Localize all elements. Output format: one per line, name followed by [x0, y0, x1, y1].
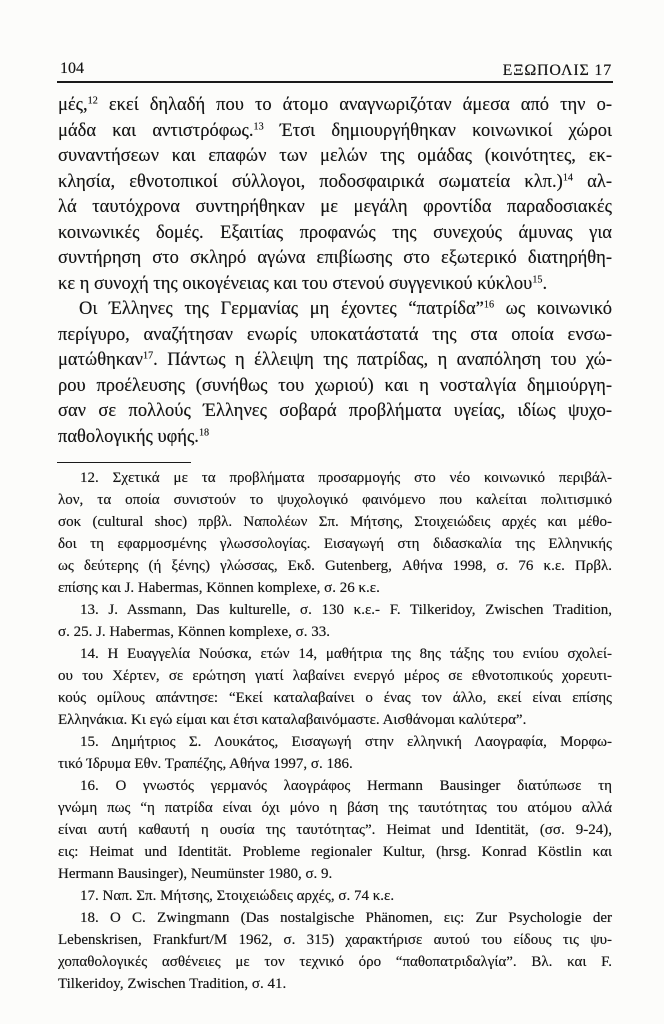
footnote-text: σ. 25. J. Habermas, Können komplexe, σ. 33. — [58, 624, 330, 640]
line-text: παθολογικής υφής. — [58, 426, 199, 447]
footnote-text: Ελληνάκια. Κι εγώ είμαι και έτσι καταλαβαινόμαστε. Αισθάνομαι καλύτερα”. — [58, 712, 527, 728]
footnote-text: Σχετικά με τα προβλήματα προσαρμογής στο νέο κοινωνικό περιβάλ- — [112, 470, 613, 486]
body-line — [58, 374, 612, 400]
footnote-number: 17. — [80, 888, 99, 904]
body-line — [58, 144, 612, 170]
body-line — [58, 246, 612, 272]
footnote-text: επίσης και J. Habermas, Können komplexe, σ. 26 κ.ε. — [58, 580, 380, 596]
footnote-line — [58, 577, 612, 599]
footnote-text: λον, τα οποία συνιστούν το ψυχολογικό φαινόμενο που καλείται πολιτισμικό — [58, 492, 612, 508]
footnote-line — [58, 951, 612, 973]
body-line — [58, 272, 612, 298]
line-text: περίγυρο, αναζήτησαν ενωρίς υποκατάστατά της στα οποία ενσω- — [58, 324, 612, 345]
body-text — [58, 93, 612, 450]
footnote-text: ου του Χέρτεν, σε ερώτηση γιατί λαβαίνει ενεργό μέρος σε εθνοτοπικούς χορευτι- — [58, 668, 612, 684]
footnote-ref: 16 — [483, 299, 495, 311]
footnote — [58, 775, 612, 885]
line-text: ως κοινωνικό — [494, 299, 612, 319]
footnote-line — [58, 665, 612, 687]
footnote-line — [58, 819, 612, 841]
line-text: μάδα και αντιστρόφως. — [58, 120, 254, 141]
footnote-text: Η Ευαγγελία Νούσκα, ετών 14, μαθήτρια της 8ης τάξης του ενιίου σχολεί- — [107, 646, 613, 662]
footnote-number: 14. — [80, 646, 99, 662]
footnotes — [58, 467, 612, 995]
footnote-line — [58, 907, 612, 929]
footnote-line — [58, 775, 612, 797]
footnote-ref: 13 — [253, 120, 264, 132]
line-text: μές, — [58, 95, 88, 115]
footnote-text: δοι τη εφαρμοσμένης γλωσσολογίας. Εισαγωγή στη διδασκαλία της Ελληνικής — [58, 536, 612, 552]
footnote-line — [58, 599, 612, 621]
body-line — [58, 297, 612, 323]
footnote — [58, 907, 612, 995]
footnote-line — [58, 731, 612, 753]
body-line — [58, 323, 612, 349]
line-text: αλ- — [572, 171, 612, 192]
footnote-number: 12. — [80, 470, 99, 486]
footnote-text: Ναπ. Σπ. Μήτσης, Στοιχειώδεις αρχές, σ. 74 κ.ε. — [102, 888, 395, 904]
footnote-line — [58, 885, 612, 907]
footnote-line — [58, 555, 612, 577]
footnote-text: κούς ομίλους απάντησε: “Εκεί καταλαβαίνει ο ένας τον άλλο, εκεί είναι επίσης — [58, 690, 612, 706]
footnote-text: σοκ (cultural shoc) πρβλ. Ναπολέων Σπ. Μήτσης, Στοιχειώδεις αρχές και μέθο- — [58, 514, 612, 530]
footnote-text: Tilkeridoy, Zwischen Tradition, σ. 41. — [58, 976, 287, 992]
footnote — [58, 731, 612, 775]
footnote-text: Lebenskrisen, Frankfurt/M 1962, σ. 315) χαρακτήρισε αυτού του είδους τις ψυ- — [58, 932, 612, 948]
body-line — [58, 221, 612, 247]
footnote-text: ως δεύτερης (ή ξένης) γλώσσας, Εκδ. Gutenberg, Αθήνα 1998, σ. 76 κ.ε. Πρβλ. — [58, 558, 612, 574]
footnote-line — [58, 687, 612, 709]
line-text: κλησία, εθνοτοπικοί σύλλογοι, ποδοσφαιρικά σωματεία κλπ.) — [58, 171, 563, 192]
footnote-text: Ο C. Zwingmann (Das nostalgische Phänomen, εις: Zur Psychologie der — [109, 910, 612, 926]
footnote-ref: 17 — [142, 350, 154, 362]
footnote-text: γνώμη πως “η πατρίδα είναι όχι μόνο η βάση της ταυτότητας του ατόμου αλλά — [58, 800, 612, 816]
line-text: ρου προέλευσης (συνήθως του χωριού) και η νοσταλγία δημιούργη- — [58, 375, 612, 396]
footnote-text: Ο γνωστός γερμανός λαογράφος Hermann Bausinger διατύπωσε τη — [115, 778, 612, 794]
footnote-line — [58, 643, 612, 665]
footnote-text: χοπαθολογικές ασθένειες με τον τεχνικό όρο “παθοπατριδαλγία”. Βλ. και F. — [58, 954, 612, 970]
footnote-line — [58, 863, 612, 885]
footnote-text: εις: Heimat und Identität. Probleme regionaler Kultur, (hrsg. Konrad Köstlin και — [58, 844, 612, 860]
footnote-line — [58, 489, 612, 511]
body-line — [58, 348, 612, 374]
line-text: κοινωνικές δομές. Εξαιτίας προφανώς της συνεχούς άμυνας για — [58, 222, 612, 243]
body-line — [58, 399, 612, 425]
footnote-line — [58, 621, 612, 643]
body-line — [58, 93, 612, 119]
body-line — [58, 195, 612, 221]
footnote-line — [58, 467, 612, 489]
footnote — [58, 467, 612, 599]
footnote-ref: 15 — [532, 273, 543, 285]
footnote — [58, 885, 612, 907]
footnote-text: J. Assmann, Das kulturelle, σ. 130 κ.ε.- F. Tilkeridoy, Zwischen Tradition, — [108, 602, 612, 618]
footnote-line — [58, 533, 612, 555]
footnote-ref: 12 — [87, 95, 98, 107]
footnote — [58, 643, 612, 731]
footnote-number: 15. — [80, 734, 99, 750]
body-line — [58, 425, 612, 451]
page-number: 104 — [60, 60, 84, 77]
line-text: Έτσι δημιουργήθηκαν κοινωνικοί χώροι — [263, 120, 612, 141]
line-text: Οι Έλληνες της Γερμανίας μη έχοντες “πατρίδα” — [79, 299, 484, 319]
line-text: κε η συνοχή της οικογένειας και του στενού συγγενικού κύκλου — [58, 273, 533, 294]
line-text: ματώθηκαν — [58, 350, 143, 370]
footnote-line — [58, 797, 612, 819]
running-title: ΕΞΩΠΟΛΙΣ 17 — [502, 62, 612, 79]
footnote-line — [58, 709, 612, 731]
line-text: . — [542, 273, 548, 294]
footnote-text: Δημήτριος Σ. Λουκάτος, Εισαγωγή στην ελληνική Λαογραφία, Μορφω- — [111, 734, 612, 750]
line-text: . Πάντως η έλλειψη της πατρίδας, η αναπόληση του χώ- — [153, 350, 612, 370]
footnote-line — [58, 841, 612, 863]
line-text: συντήρηση στο σκληρό αγώνα επιβίωσης στο εξωτερικό διατηρήθη- — [58, 248, 612, 268]
footnote-text: τικό Ίδρυμα Εθν. Τραπέζης, Αθήνα 1997, σ. 186. — [58, 756, 353, 772]
header-rule — [57, 81, 613, 83]
footnote-ref: 14 — [562, 171, 573, 183]
footnote — [58, 599, 612, 643]
footnote-text: είναι αυτή καθαυτή η ουσία της ταυτότητας”. Heimat und Identität, (σσ. 9-24), — [58, 822, 612, 838]
footnote-text: Hermann Bausinger), Neumünster 1980, σ. 9. — [58, 866, 333, 882]
line-text: εκεί δηλαδή που το άτομο αναγνωριζόταν άμεσα από την ο- — [97, 95, 612, 115]
footnote-number: 18. — [80, 910, 99, 926]
footnote-number: 13. — [80, 602, 99, 618]
line-text: λά ταυτόχρονα συντηρήθηκαν με μεγάλη φροντίδα παραδοσιακές — [58, 197, 612, 217]
footnote-number: 16. — [80, 778, 99, 794]
footnote-line — [58, 929, 612, 951]
body-line — [58, 170, 612, 196]
line-text: σαν σε πολλούς Έλληνες σοβαρά προβλήματα υγείας, ιδίως ψυχο- — [58, 401, 612, 421]
body-line — [58, 119, 612, 145]
line-text: συναντήσεων και επαφών των μελών της ομάδας (κοινότητες, εκ- — [58, 146, 612, 166]
footnote-rule — [57, 462, 191, 463]
footnote-line — [58, 973, 612, 995]
footnote-line — [58, 753, 612, 775]
footnote-line — [58, 511, 612, 533]
footnote-ref: 18 — [198, 426, 210, 438]
